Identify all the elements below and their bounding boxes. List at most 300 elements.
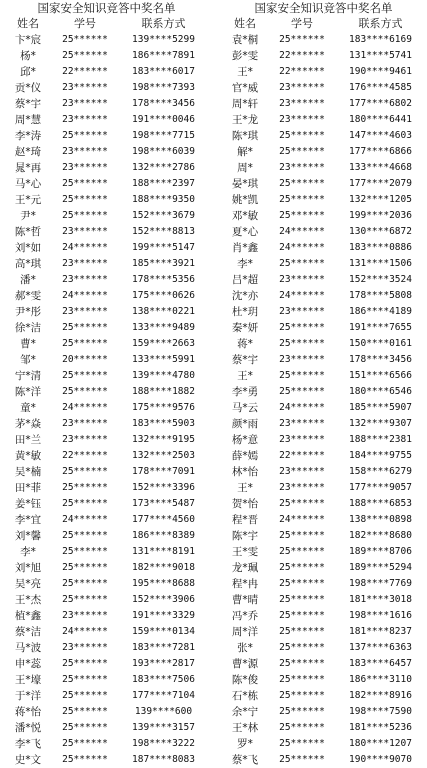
table-header <box>2 16 211 32</box>
contact-phone: 191****3329 <box>132 610 195 621</box>
student-id: 23****** <box>279 418 325 429</box>
table-row <box>2 656 211 672</box>
winner-name: 龙*珮 <box>231 562 259 574</box>
winner-name: 陈*宇 <box>231 530 259 542</box>
contact-phone: 183****0886 <box>349 242 412 253</box>
winner-name: 高*琪 <box>14 258 42 270</box>
student-id: 23****** <box>62 114 108 125</box>
contact-phone: 152****8813 <box>132 226 195 237</box>
student-id: 25****** <box>62 482 108 493</box>
winner-name: 袁*桐 <box>231 34 259 46</box>
student-id: 25****** <box>279 178 325 189</box>
contact-phone: 186****4189 <box>349 306 412 317</box>
contact-phone: 183****6169 <box>349 34 412 45</box>
student-id: 25****** <box>62 722 108 733</box>
student-id: 25****** <box>62 690 108 701</box>
table-row <box>2 720 211 736</box>
table-row <box>2 736 211 752</box>
contact-phone: 177****2079 <box>349 178 412 189</box>
table-title: 国家安全知识竞答中奖名单 <box>254 1 393 15</box>
contact-phone: 182****8680 <box>349 530 412 541</box>
student-id: 23****** <box>279 354 325 365</box>
winner-name: 陈*哲 <box>14 226 42 238</box>
winner-table-left <box>2 0 211 768</box>
contact-phone: 178****3456 <box>349 354 412 365</box>
table-row <box>2 416 211 432</box>
table-row <box>219 736 427 752</box>
winner-name: 官*威 <box>231 82 259 94</box>
student-id: 25****** <box>62 370 108 381</box>
winner-name: 周*洋 <box>231 626 259 638</box>
table-row <box>219 240 427 256</box>
contact-phone: 182****9018 <box>132 562 195 573</box>
table-row <box>2 480 211 496</box>
contact-phone: 139****600 <box>134 706 193 717</box>
contact-phone: 133****5991 <box>132 354 195 365</box>
table-row <box>2 160 211 176</box>
contact-phone: 181****8237 <box>349 626 412 637</box>
winner-name: 吕*超 <box>231 274 259 286</box>
student-id: 25****** <box>279 658 325 669</box>
contact-phone: 131****1506 <box>349 258 412 269</box>
table-row <box>219 80 427 96</box>
winner-name: 姜*钰 <box>14 498 42 510</box>
contact-phone: 188****2397 <box>132 178 195 189</box>
student-id: 23****** <box>62 610 108 621</box>
winner-name: 周*慧 <box>14 114 42 126</box>
contact-phone: 189****5294 <box>349 562 412 573</box>
winner-name: 刘*如 <box>14 242 42 254</box>
student-id: 25****** <box>279 594 325 605</box>
student-id: 25****** <box>62 210 108 221</box>
winner-name: 尹*彤 <box>14 306 42 318</box>
winner-name: 潘* <box>20 274 36 286</box>
winner-name: 李*勇 <box>231 386 259 398</box>
table-row <box>2 96 211 112</box>
table-row <box>2 496 211 512</box>
winner-name: 尹* <box>20 210 36 222</box>
student-id: 24****** <box>62 402 108 413</box>
winner-name: 蔡*宇 <box>231 354 259 366</box>
table-row <box>219 400 427 416</box>
student-id: 23****** <box>62 258 108 269</box>
table-title: 国家安全知识竞答中奖名单 <box>37 1 176 15</box>
table-body <box>2 32 211 768</box>
student-id: 25****** <box>279 210 325 221</box>
table-row <box>219 688 427 704</box>
student-id: 24****** <box>279 290 325 301</box>
student-id: 22****** <box>62 450 108 461</box>
contact-phone: 152****3906 <box>132 594 195 605</box>
contact-phone: 186****8389 <box>132 530 195 541</box>
contact-phone: 199****2036 <box>349 210 412 221</box>
student-id: 25****** <box>279 642 325 653</box>
table-row <box>219 48 427 64</box>
winner-name: 邱* <box>20 66 36 78</box>
student-id: 25****** <box>279 562 325 573</box>
contact-phone: 138****0898 <box>349 514 412 525</box>
winner-name: 潘*悦 <box>14 722 42 734</box>
table-row <box>219 608 427 624</box>
table-row <box>2 352 211 368</box>
winner-name: 林*怡 <box>231 466 259 478</box>
contact-phone: 131****5741 <box>349 50 412 61</box>
student-id: 23****** <box>62 274 108 285</box>
student-id: 23****** <box>279 306 325 317</box>
contact-phone: 191****7655 <box>349 322 412 333</box>
student-id: 25****** <box>279 578 325 589</box>
winner-name: 黄*敏 <box>14 450 42 462</box>
contact-phone: 159****2663 <box>132 338 195 349</box>
winner-name: 贡*仪 <box>14 82 42 94</box>
contact-phone: 177****6866 <box>349 146 412 157</box>
contact-phone: 188****6853 <box>349 498 412 509</box>
table-row <box>2 368 211 384</box>
table-row <box>219 272 427 288</box>
winner-name: 郝*雯 <box>14 290 42 302</box>
student-id: 23****** <box>62 418 108 429</box>
table-row <box>219 512 427 528</box>
winner-name: 蔡*洁 <box>14 626 42 638</box>
winner-name: 彭*雯 <box>231 50 259 62</box>
contact-phone: 178****7091 <box>132 466 195 477</box>
winner-name: 陈*俊 <box>231 674 259 686</box>
contact-phone: 185****5907 <box>349 402 412 413</box>
contact-phone: 181****3018 <box>349 594 412 605</box>
contact-phone: 150****0161 <box>349 338 412 349</box>
student-id: 22****** <box>62 66 108 77</box>
winner-name: 申*蕊 <box>14 658 42 670</box>
contact-phone: 188****1882 <box>132 386 195 397</box>
winner-name: 周*轩 <box>231 98 259 110</box>
contact-phone: 133****9489 <box>132 322 195 333</box>
table-row <box>219 704 427 720</box>
winner-name: 曹*源 <box>231 658 259 670</box>
student-id: 25****** <box>279 626 325 637</box>
winner-name: 马*心 <box>14 178 42 190</box>
student-id: 25****** <box>279 690 325 701</box>
winner-name: 李* <box>237 258 253 270</box>
student-id: 25****** <box>279 338 325 349</box>
winner-name: 李*飞 <box>14 738 42 750</box>
winner-name: 蒋*怡 <box>14 706 42 718</box>
winner-name: 徐*洁 <box>14 322 42 334</box>
student-id: 25****** <box>62 658 108 669</box>
winner-name: 蔡*宇 <box>14 98 42 110</box>
student-id: 23****** <box>62 306 108 317</box>
table-row <box>2 576 211 592</box>
table-row <box>219 320 427 336</box>
contact-phone: 183****6017 <box>132 66 195 77</box>
winner-name: 李*宜 <box>14 514 42 526</box>
student-id: 24****** <box>62 242 108 253</box>
contact-phone: 188****9350 <box>132 194 195 205</box>
student-id: 24****** <box>62 514 108 525</box>
winner-name: 王*杰 <box>14 594 42 606</box>
student-id: 22****** <box>279 66 325 77</box>
student-id: 25****** <box>62 738 108 749</box>
table-row <box>219 304 427 320</box>
winner-name: 吴*亮 <box>14 578 42 590</box>
table-row <box>2 640 211 656</box>
contact-phone: 139****5299 <box>132 34 195 45</box>
contact-phone: 152****3524 <box>349 274 412 285</box>
student-id: 25****** <box>62 754 108 765</box>
table-row <box>2 240 211 256</box>
contact-phone: 198****7393 <box>132 82 195 93</box>
contact-phone: 190****9070 <box>349 754 412 765</box>
table-row <box>2 128 211 144</box>
contact-phone: 199****5147 <box>132 242 195 253</box>
contact-phone: 184****9755 <box>349 450 412 461</box>
table-row <box>219 128 427 144</box>
winner-name: 余*宁 <box>231 706 259 718</box>
student-id: 23****** <box>62 146 108 157</box>
table-row <box>219 224 427 240</box>
contact-phone: 176****4585 <box>349 82 412 93</box>
column-header-contact: 联系方式 <box>141 17 186 30</box>
winner-name: 夏*心 <box>231 226 259 238</box>
winner-name: 王* <box>237 370 253 382</box>
student-id: 23****** <box>279 82 325 93</box>
table-row <box>2 208 211 224</box>
contact-phone: 187****8083 <box>132 754 195 765</box>
table-row <box>219 256 427 272</box>
winner-name: 颜*雨 <box>231 418 259 430</box>
table-row <box>2 544 211 560</box>
contact-phone: 159****0134 <box>132 626 195 637</box>
student-id: 23****** <box>62 98 108 109</box>
student-id: 25****** <box>279 370 325 381</box>
winner-name: 晁*再 <box>14 162 42 174</box>
table-row <box>219 720 427 736</box>
winner-name: 贺*怡 <box>231 498 259 510</box>
table-row <box>219 160 427 176</box>
table-row <box>219 656 427 672</box>
table-row <box>2 112 211 128</box>
student-id: 25****** <box>279 706 325 717</box>
contact-phone: 173****5487 <box>132 498 195 509</box>
table-row <box>2 336 211 352</box>
contact-phone: 191****0046 <box>132 114 195 125</box>
table-row <box>2 688 211 704</box>
contact-phone: 198****7715 <box>132 130 195 141</box>
student-id: 25****** <box>62 530 108 541</box>
student-id: 25****** <box>62 130 108 141</box>
contact-phone: 178****5808 <box>349 290 412 301</box>
student-id: 24****** <box>62 290 108 301</box>
winner-name: 刘*馨 <box>14 530 42 542</box>
table-row <box>219 176 427 192</box>
winner-name: 王*林 <box>231 722 259 734</box>
student-id: 25****** <box>279 722 325 733</box>
contact-phone: 183****7506 <box>132 674 195 685</box>
winner-name: 曹*晴 <box>231 594 259 606</box>
student-id: 25****** <box>62 674 108 685</box>
student-id: 23****** <box>279 434 325 445</box>
student-id: 25****** <box>62 498 108 509</box>
table-row <box>219 432 427 448</box>
contact-phone: 195****8688 <box>132 578 195 589</box>
contact-phone: 198****3222 <box>132 738 195 749</box>
table-row <box>219 672 427 688</box>
student-id: 23****** <box>279 482 325 493</box>
contact-phone: 198****1616 <box>349 610 412 621</box>
table-row <box>219 32 427 48</box>
student-id: 25****** <box>279 194 325 205</box>
column-header-student-id: 学号 <box>74 17 96 30</box>
winner-name: 刘*旭 <box>14 562 42 574</box>
table-row <box>219 592 427 608</box>
table-row <box>2 32 211 48</box>
contact-phone: 178****5356 <box>132 274 195 285</box>
contact-phone: 132****2786 <box>132 162 195 173</box>
contact-phone: 181****5236 <box>349 722 412 733</box>
contact-phone: 138****0221 <box>132 306 195 317</box>
table-row <box>2 48 211 64</box>
contact-phone: 152****3396 <box>132 482 195 493</box>
contact-phone: 182****8916 <box>349 690 412 701</box>
table-row <box>2 144 211 160</box>
contact-phone: 198****7590 <box>349 706 412 717</box>
contact-phone: 175****9576 <box>132 402 195 413</box>
student-id: 23****** <box>279 274 325 285</box>
table-row <box>219 416 427 432</box>
student-id: 24****** <box>279 402 325 413</box>
student-id: 20****** <box>62 354 108 365</box>
contact-phone: 183****6457 <box>349 658 412 669</box>
winner-name: 罗* <box>237 738 253 750</box>
table-row <box>219 544 427 560</box>
table-body <box>219 32 427 768</box>
winner-name: 赵*琦 <box>14 146 42 158</box>
contact-phone: 186****3110 <box>349 674 412 685</box>
column-header-name: 姓名 <box>234 17 256 30</box>
student-id: 23****** <box>279 114 325 125</box>
winner-name: 邓*敏 <box>231 210 259 222</box>
contact-phone: 185****3921 <box>132 258 195 269</box>
winner-name: 田*兰 <box>14 434 42 446</box>
table-row <box>2 528 211 544</box>
contact-phone: 190****9461 <box>349 66 412 77</box>
student-id: 24****** <box>279 514 325 525</box>
table-row <box>2 384 211 400</box>
student-id: 24****** <box>279 226 325 237</box>
table-row <box>2 224 211 240</box>
winner-name: 秦*妍 <box>231 322 259 334</box>
table-row <box>219 336 427 352</box>
table-row <box>219 560 427 576</box>
table-row <box>2 64 211 80</box>
student-id: 25****** <box>62 338 108 349</box>
table-header <box>219 16 427 32</box>
winner-name: 吴*楠 <box>14 466 42 478</box>
winner-name: 陈*琪 <box>231 130 259 142</box>
contact-phone: 198****7769 <box>349 578 412 589</box>
contact-phone: 131****8191 <box>132 546 195 557</box>
winner-name: 晏*琪 <box>231 178 259 190</box>
table-row <box>2 560 211 576</box>
contact-phone: 158****6279 <box>349 466 412 477</box>
winner-name: 周* <box>237 162 253 174</box>
student-id: 22****** <box>279 450 325 461</box>
winner-name: 陈*洋 <box>14 386 42 398</box>
table-row <box>2 704 211 720</box>
table-row <box>219 448 427 464</box>
student-id: 25****** <box>279 530 325 541</box>
winner-name: 薛*嫣 <box>231 450 259 462</box>
contact-phone: 175****0626 <box>132 290 195 301</box>
winner-name: 蒋* <box>237 338 253 350</box>
table-row <box>219 640 427 656</box>
table-row <box>2 608 211 624</box>
student-id: 25****** <box>279 258 325 269</box>
winner-name: 程*晋 <box>231 514 259 526</box>
table-row <box>219 528 427 544</box>
student-id: 25****** <box>279 322 325 333</box>
table-row <box>2 752 211 768</box>
student-id: 23****** <box>279 162 325 173</box>
contact-phone: 180****1207 <box>349 738 412 749</box>
student-id: 25****** <box>62 466 108 477</box>
contact-phone: 183****5903 <box>132 418 195 429</box>
winner-name: 王* <box>237 482 253 494</box>
student-id: 25****** <box>62 194 108 205</box>
contact-phone: 193****2817 <box>132 658 195 669</box>
contact-phone: 180****6441 <box>349 114 412 125</box>
winner-name: 张* <box>237 642 253 654</box>
table-row <box>2 672 211 688</box>
winner-name: 沈*亦 <box>231 290 259 302</box>
student-id: 24****** <box>279 242 325 253</box>
contact-phone: 133****4668 <box>349 162 412 173</box>
winner-name: 卞*宸 <box>14 34 42 46</box>
contact-phone: 130****6872 <box>349 226 412 237</box>
winner-name: 蔡*飞 <box>231 754 259 766</box>
winner-name: 李*涛 <box>14 130 42 142</box>
winner-name: 植*鑫 <box>14 610 42 622</box>
contact-phone: 177****6802 <box>349 98 412 109</box>
student-id: 25****** <box>279 754 325 765</box>
contact-phone: 198****6039 <box>132 146 195 157</box>
contact-phone: 137****6363 <box>349 642 412 653</box>
contact-phone: 139****4780 <box>132 370 195 381</box>
table-row <box>219 96 427 112</box>
table-row <box>219 288 427 304</box>
table-row <box>2 192 211 208</box>
winner-name: 宁*清 <box>14 370 42 382</box>
winner-name: 杜*玥 <box>231 306 259 318</box>
winner-name: 马*波 <box>14 642 42 654</box>
winner-name: 解* <box>237 146 253 158</box>
contact-phone: 151****6566 <box>349 370 412 381</box>
contact-phone: 132****1205 <box>349 194 412 205</box>
student-id: 25****** <box>279 386 325 397</box>
winner-name: 田*菲 <box>14 482 42 494</box>
winner-name: 王*龙 <box>231 114 259 126</box>
winner-name: 王*元 <box>14 194 42 206</box>
table-row <box>219 352 427 368</box>
contact-phone: 188****2381 <box>349 434 412 445</box>
contact-phone: 180****6546 <box>349 386 412 397</box>
student-id: 25****** <box>62 546 108 557</box>
table-row <box>219 368 427 384</box>
contact-phone: 189****8706 <box>349 546 412 557</box>
contact-phone: 186****7891 <box>132 50 195 61</box>
student-id: 23****** <box>279 466 325 477</box>
winner-name: 于*洋 <box>14 690 42 702</box>
table-row <box>2 304 211 320</box>
